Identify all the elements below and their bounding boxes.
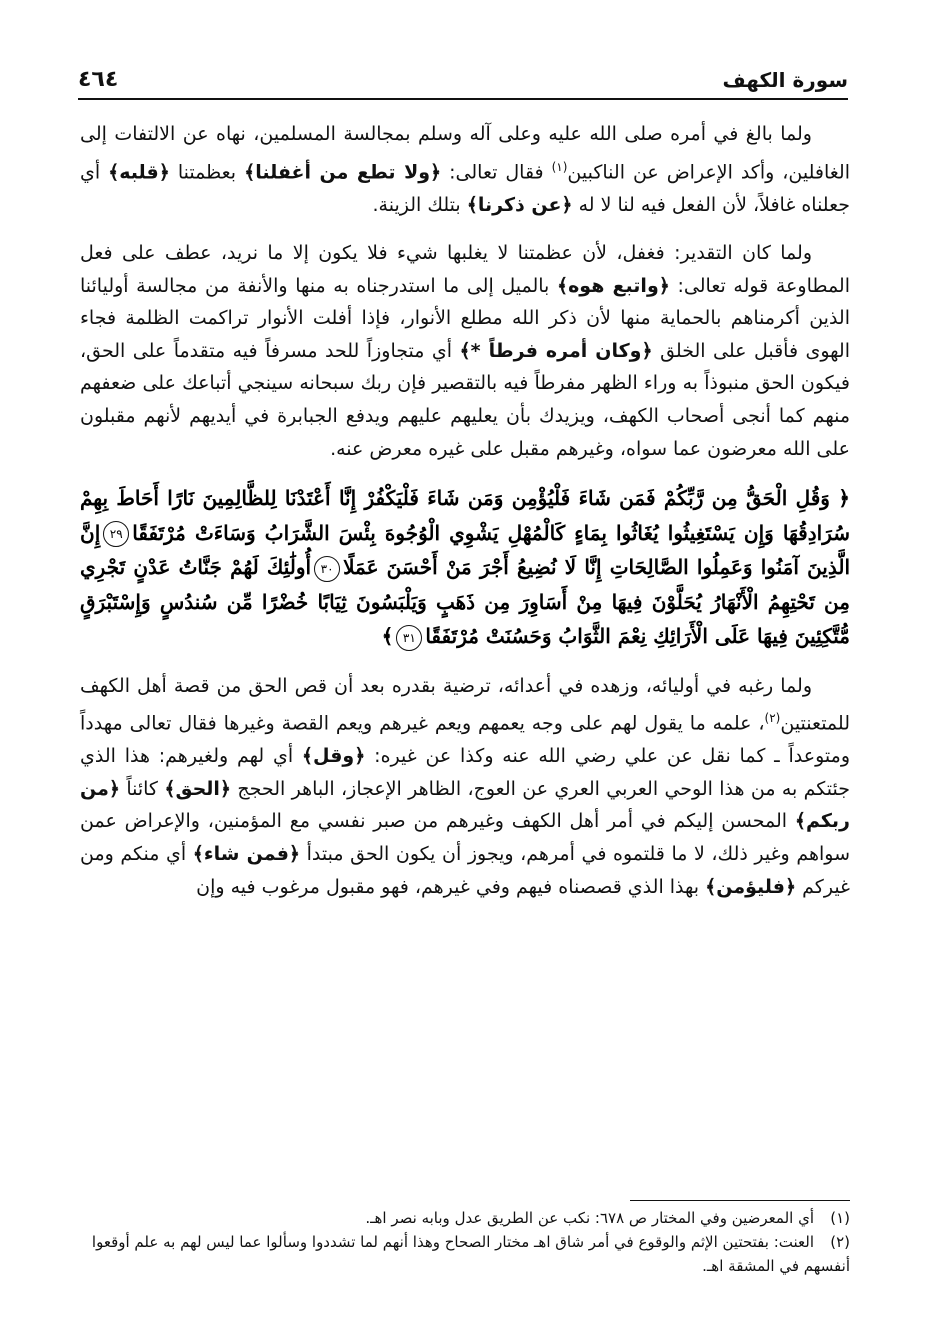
paragraph-text: بالميل إلى ما استدرجناه به منها والأنفة من مجالسة أوليائنا الذين أكرمناهم بالحماية منها لأن ذكر الله مطلع الأنوار، فإذا أفلت الأنوار تراكمت الظلمة فجاء الهوى فأقبل على الخلق [80, 274, 850, 362]
quran-quote: ﴿فليؤمن﴾ [705, 875, 797, 898]
paragraph-2 [80, 237, 850, 465]
verse-close-bracket: ﴾ [381, 624, 394, 649]
footnote-2 [80, 1230, 850, 1278]
paragraph-text: ، علمه ما يقول لهم على وجه يعمهم ويعم غيرهم ويعم القصة وغيرها فقال تعالى مهدداً ومتوعداً ـ كما نقل عن علي رضي الله عنه وكذا عن غيره: [80, 712, 850, 768]
footnote-1 [80, 1206, 850, 1230]
footnote-text: العنت: بفتحتين الإثم والوقوع في أمر شاق اهـ مختار الصحاح وهذا أنهم لما تشددوا وسألوا عما ليس لهم به علم أوقعوا أنفسهم في المشقة اهـ. [91, 1233, 850, 1275]
page-number: ٤٦٤ [78, 67, 119, 92]
paragraph-text: أي جعلناه غافلاً، لأن الفعل فيه لنا لا له [80, 160, 850, 216]
quran-quote: ﴿عن ذكرنا﴾ [466, 193, 573, 216]
paragraph-text: فقال تعالى: [441, 160, 552, 183]
paragraph-text: بهذا الذي قصصناه فيهم وفي غيرهم، فهو مقبول مرغوب فيه وإن [196, 875, 706, 898]
quran-quote: ﴿من ربكم﴾ [80, 777, 850, 833]
paragraph-1 [80, 118, 850, 221]
verse-31: أُولَٰئِكَ لَهُمْ جَنَّاتُ عَدْنٍ تَجْرِي مِن تَحْتِهِمُ الْأَنْهَارُ يُحَلَّوْنَ فِيهَا مِنْ أَسَاوِرَ مِن ذَهَبٍ وَيَلْبَسُونَ ثِيَابًا خُضْرًا مِّن سُندُسٍ وَإِسْتَبْرَقٍ مُّتَّكِئِينَ فِيهَا عَلَى الْأَرَائِكِ نِعْمَ الثَّوَابُ وَحَسُنَتْ مُرْتَفَقًا [80, 555, 850, 649]
paragraph-text: ولما كان التقدير: فغفل، لأن عظمتنا لا يغلبها شيء فلا يكون إلا ما نريد، عطف على فعل المطاوعة قوله تعالى: [80, 242, 850, 297]
footnote-number: (١) [830, 1209, 850, 1227]
footnote-ref-2: (٢) [764, 711, 781, 726]
paragraph-text: ولما رغبه في أوليائه، وزهده في أعدائه، ترضية بقدره بعد أن قص الحق من قصة أهل الكهف للمتعنتين [80, 674, 850, 735]
quran-quote: ﴿واتبع هوه﴾ [556, 274, 670, 297]
page-header [78, 58, 848, 100]
sura-title: سورة الكهف [722, 68, 848, 92]
footnote-ref-1: (١) [551, 159, 568, 174]
footnote-divider [630, 1200, 850, 1201]
paragraph-3 [80, 670, 850, 903]
paragraph-text: بتلك الزينة. [372, 193, 467, 216]
quran-quote: ﴿وكان أمره فرطاً *﴾ [459, 339, 653, 362]
ayah-number-29: ٢٩ [103, 521, 129, 547]
paragraph-text: أي لهم ولغيرهم: هذا الذي جئتكم به من هذا الوحي العربي العري عن العوج، الظاهر الإعجاز، الباهر الحجج [80, 745, 851, 800]
page-body [80, 118, 850, 919]
verse-30: إِنَّ الَّذِينَ آمَنُوا وَعَمِلُوا الصَّالِحَاتِ إِنَّا لَا نُضِيعُ أَجْرَ مَنْ أَحْسَنَ عَمَلًا [80, 520, 851, 580]
paragraph-text: كائناً [120, 777, 165, 800]
paragraph-text: أي منكم ومن غيركم [80, 843, 850, 898]
quran-quote: ﴿فمن شاء﴾ [192, 843, 301, 866]
ayah-number-30: ٣٠ [314, 556, 340, 582]
quran-verses-block [80, 481, 850, 654]
ayah-number-31: ٣١ [396, 625, 422, 651]
footnote-text: أي المعرضين وفي المختار ص ٦٧٨: نكب عن الطريق عدل وبابه نصر اهـ. [365, 1209, 814, 1227]
quran-quote: ﴿ولا تطع من أغفلنا﴾ [244, 160, 442, 183]
footnote-number: (٢) [830, 1233, 850, 1251]
paragraph-text: ولما بالغ في أمره صلى الله عليه وعلى آله وسلم بمجالسة المسلمين، نهاه عن الالتفات إلى الغافلين، وأكد الإعراض عن الناكبين [80, 123, 850, 183]
quran-quote: ﴿قلبه﴾ [108, 160, 170, 183]
quran-quote: ﴿الحق﴾ [164, 777, 232, 800]
paragraph-text: المحسن إليكم في أمر أهل الكهف وغيرهم من صبر نفسي مع المؤمنين، والإعراض عمن سواهم وغير ذلك، لا ما قلتموه في أمرهم، ويجوز أن يكون الحق مبتدأ [80, 810, 851, 866]
quran-quote: ﴿وقل﴾ [301, 745, 366, 768]
paragraph-text: بعظمتنا [169, 160, 245, 183]
paragraph-text: أي متجاوزاً للحد مسرفاً فيه متقدماً على الحق، فيكون الحق منبوذاً به وراء الظهر مفرطاً فيه بالتقصير فإن ربك سبحانه سينجي أتباعك على ضعفهم منهم كما أنجى أصحاب الكهف، ويزيدك بأن يعليهم عليهم ويدفع الجبابرة في أيديهم لأنهم مقبلون على الله معرضون عما سواه، وغيرهم مقبل على غيره معرض عنه. [80, 339, 850, 460]
footnotes [80, 1206, 850, 1278]
verse-29: ﴿ وَقُلِ الْحَقُّ مِن رَّبِّكُمْ فَمَن شَاءَ فَلْيُؤْمِن وَمَن شَاءَ فَلْيَكْفُرْ إِنَّا أَعْتَدْنَا لِلظَّالِمِينَ نَارًا أَحَاطَ بِهِمْ سُرَادِقُهَا وَإِن يَسْتَغِيثُوا يُغَاثُوا بِمَاءٍ كَالْمُهْلِ يَشْوِي الْوُجُوهَ بِئْسَ الشَّرَابُ وَسَاءَتْ مُرْتَفَقًا [80, 486, 850, 545]
